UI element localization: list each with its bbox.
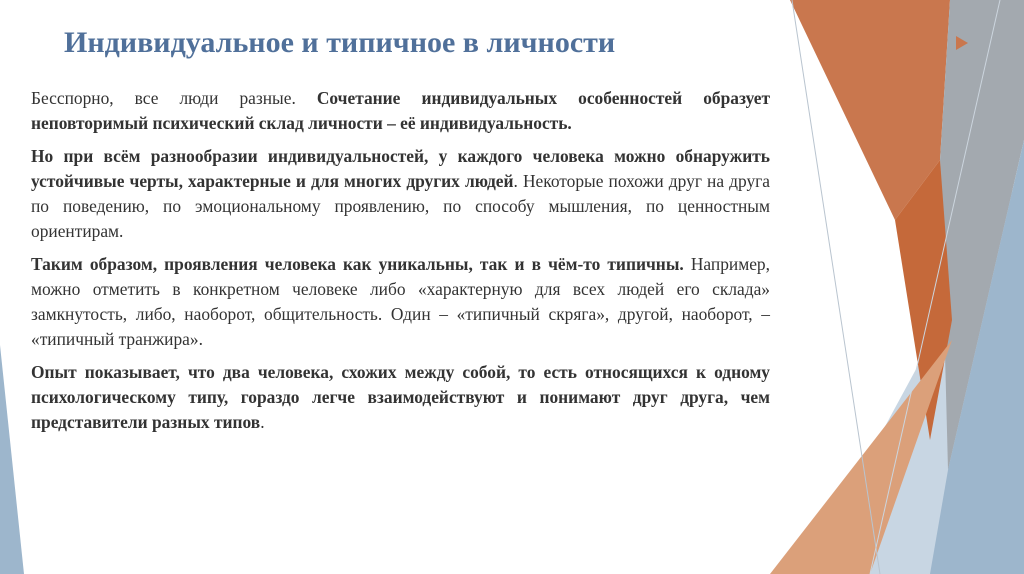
slide-title: Индивидуальное и типичное в личности [64, 26, 616, 59]
left-blue-shape [0, 345, 24, 574]
paragraph-2 [31, 144, 770, 244]
paragraph-1-bold: Сочетание индивидуальных особенностей образует неповторимый психический склад личности – её индивидуальность. [31, 88, 770, 133]
paragraph-1-text: Бесспорно, все люди разные. [31, 88, 317, 108]
paragraph-1 [31, 86, 770, 136]
paragraph-3-bold: Таким образом, проявления человека как уникальны, так и в чём-то типичны. [31, 254, 684, 274]
paragraph-2-text: . Некоторые похожи друг на друга по поведению, по эмоциональному проявлению, по способу мышления, по ценностным ориентирам. [31, 171, 770, 241]
slide-body [31, 86, 770, 443]
paragraph-3 [31, 252, 770, 352]
paragraph-4-bold: Опыт показывает, что два человека, схожих между собой, то есть относящихся к одному психологическому типу, гораздо легче взаимодействуют и понимают друг друга, чем представители разных типов [31, 362, 770, 432]
paragraph-2-bold: Но при всём разнообразии индивидуальностей, у каждого человека можно обнаружить устойчивые черты, характерные и для многих других людей [31, 146, 770, 191]
paragraph-4-text: . [260, 412, 265, 432]
paragraph-3-text: Например, можно отметить в конкретном человеке либо «характерную для всех людей его склада» замкнутость, либо, наоборот, общительность. Один – «типичный скряга», другой, наоборот, – «типичный транжира». [31, 254, 770, 349]
paragraph-4 [31, 360, 770, 435]
